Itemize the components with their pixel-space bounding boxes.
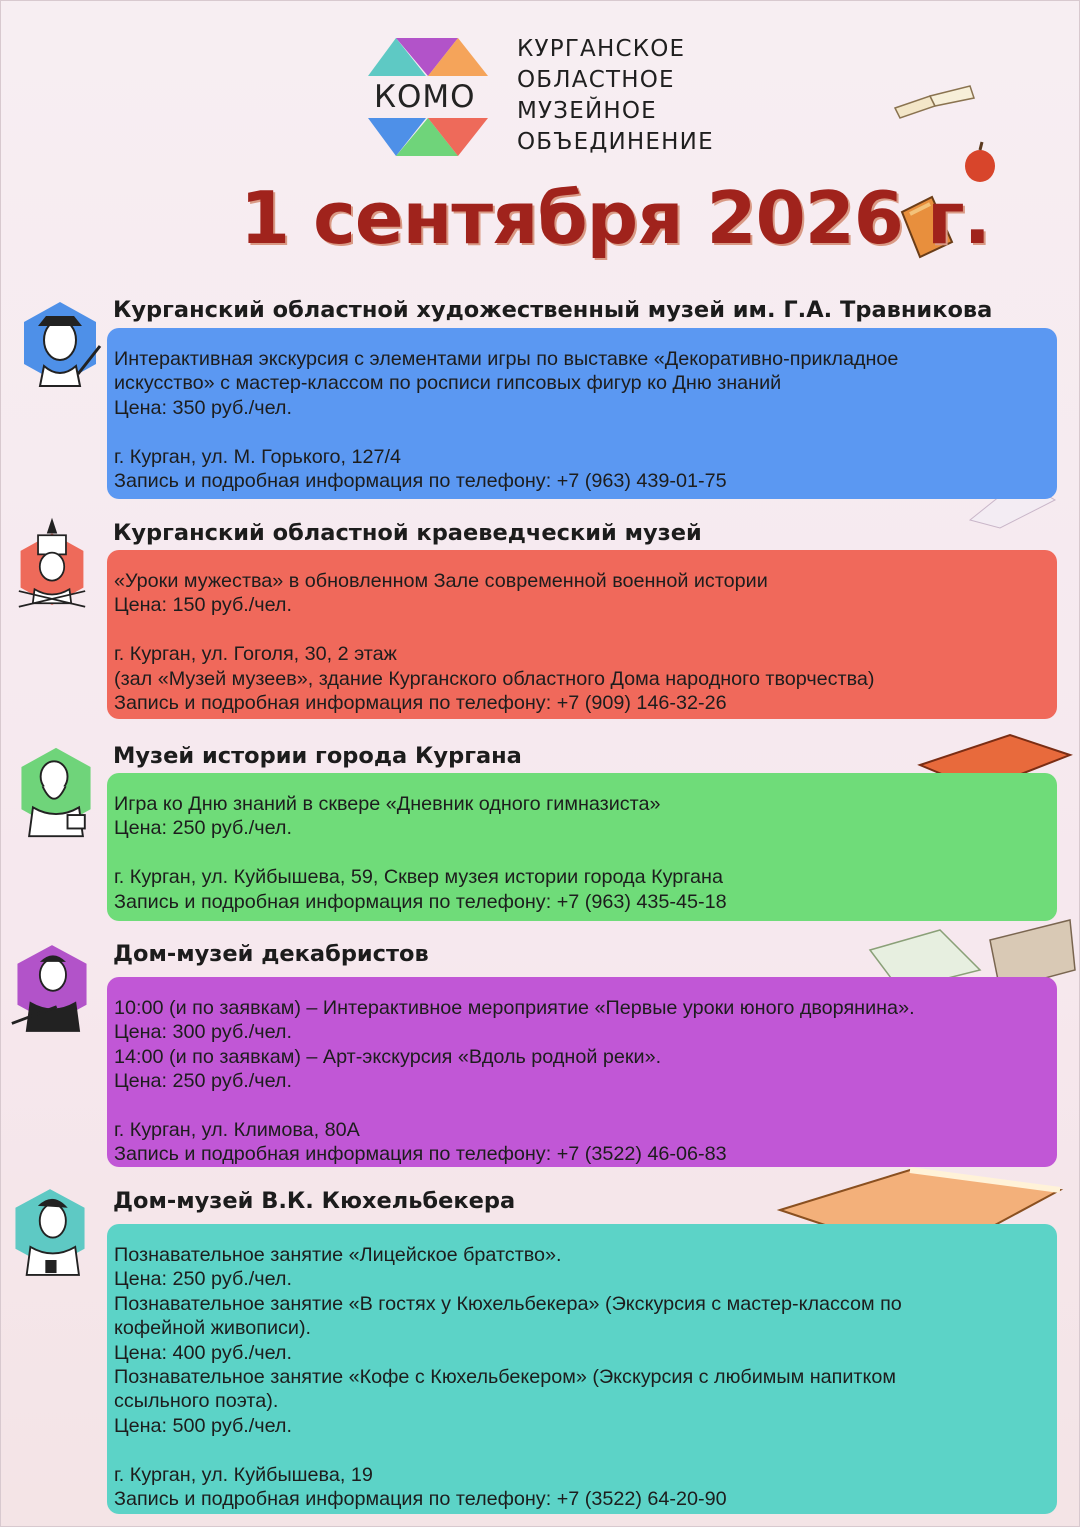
price-line: Цена: 250 руб./чел. bbox=[114, 1070, 292, 1093]
phone-line: Запись и подробная информация по телефону: +7 (3522) 64-20-90 bbox=[114, 1488, 727, 1511]
spacer bbox=[114, 1094, 1049, 1118]
price-line: Цена: 350 руб./чел. bbox=[114, 396, 292, 419]
museum-title: Дом-музей декабристов bbox=[113, 941, 429, 967]
organization-name bbox=[517, 34, 714, 158]
decembrist-portrait-icon bbox=[10, 940, 94, 1036]
address-line: г. Курган, ул. Гоголя, 30, 2 этаж bbox=[114, 643, 397, 666]
warrior-portrait-icon bbox=[10, 516, 94, 612]
card-line: 10:00 (и по заявкам) – Интерактивное мероприятие «Первые уроки юного дворянина». bbox=[114, 997, 915, 1019]
spacer bbox=[114, 1438, 1049, 1462]
event-card bbox=[107, 773, 1057, 921]
card-line: «Уроки мужества» в обновленном Зале современной военной истории bbox=[114, 570, 768, 592]
phone-line: Запись и подробная информация по телефону: +7 (963) 439-01-75 bbox=[114, 470, 727, 493]
price-line: Цена: 500 руб./чел. bbox=[114, 1414, 292, 1437]
poet-portrait-icon bbox=[8, 1184, 92, 1280]
price-line: Цена: 150 руб./чел. bbox=[114, 594, 292, 617]
org-line: ОБЛАСТНОЕ bbox=[517, 67, 675, 93]
address-line: г. Курган, ул. М. Горького, 127/4 bbox=[114, 445, 401, 468]
phone-line: Запись и подробная информация по телефону: +7 (963) 435-45-18 bbox=[114, 890, 727, 913]
spacer bbox=[114, 618, 1049, 642]
event-card bbox=[107, 977, 1057, 1167]
event-card bbox=[107, 1224, 1057, 1514]
phone-line: Запись и подробная информация по телефону: +7 (3522) 46-06-83 bbox=[114, 1143, 727, 1166]
museum-title: Музей истории города Кургана bbox=[113, 743, 522, 769]
spacer bbox=[114, 420, 1049, 444]
price-line: Цена: 250 руб./чел. bbox=[114, 1268, 292, 1291]
book-decoration bbox=[890, 78, 980, 128]
org-line: МУЗЕЙНОЕ bbox=[517, 98, 657, 124]
artist-portrait-icon bbox=[18, 296, 102, 392]
card-line: Интерактивная экскурсия с элементами игры по выставке «Декоративно-прикладное bbox=[114, 348, 899, 370]
card-line: Познавательное занятие «В гостях у Кюхельбекера» (Экскурсия с мастер-классом по bbox=[114, 1292, 902, 1315]
address-line: г. Курган, ул. Куйбышева, 19 bbox=[114, 1463, 373, 1486]
event-card bbox=[107, 328, 1057, 499]
event-date-title: 1 сентября 2026 г. bbox=[240, 176, 990, 260]
price-line: Цена: 300 руб./чел. bbox=[114, 1021, 292, 1044]
price-line: Цена: 250 руб./чел. bbox=[114, 817, 292, 840]
spacer bbox=[114, 841, 1049, 865]
price-line: Цена: 400 руб./чел. bbox=[114, 1341, 292, 1364]
phone-line: Запись и подробная информация по телефону: +7 (909) 146-32-26 bbox=[114, 692, 727, 715]
merchant-portrait-icon bbox=[14, 744, 98, 840]
card-line: кофейной живописи). bbox=[114, 1317, 312, 1340]
card-line: ссыльного поэта). bbox=[114, 1390, 279, 1413]
museum-title: Дом-музей В.К. Кюхельбекера bbox=[113, 1188, 516, 1214]
museum-title: Курганский областной краеведческий музей bbox=[113, 520, 702, 546]
address-line: г. Курган, ул. Куйбышева, 59, Сквер музея истории города Кургана bbox=[114, 866, 723, 889]
card-line: Познавательное занятие «Кофе с Кюхельбекером» (Экскурсия с любимым напитком bbox=[114, 1366, 896, 1389]
card-line: Игра ко Дню знаний в сквере «Дневник одного гимназиста» bbox=[114, 793, 661, 815]
card-line: искусство» с мастер-классом по росписи гипсовых фигур ко Дню знаний bbox=[114, 372, 782, 395]
org-line: КУРГАНСКОЕ bbox=[517, 36, 686, 62]
card-line: 14:00 (и по заявкам) – Арт-экскурсия «Вдоль родной реки». bbox=[114, 1045, 662, 1068]
address-line: г. Курган, ул. Климова, 80А bbox=[114, 1119, 360, 1142]
org-line: ОБЪЕДИНЕНИЕ bbox=[517, 129, 714, 155]
address-note-line: (зал «Музей музеев», здание Курганского областного Дома народного творчества) bbox=[114, 667, 875, 690]
card-line: Познавательное занятие «Лицейское братство». bbox=[114, 1244, 562, 1266]
event-card bbox=[107, 550, 1057, 719]
logo-text: КОМО bbox=[374, 79, 476, 115]
museum-title: Курганский областной художественный музей им. Г.А. Травникова bbox=[113, 297, 993, 323]
